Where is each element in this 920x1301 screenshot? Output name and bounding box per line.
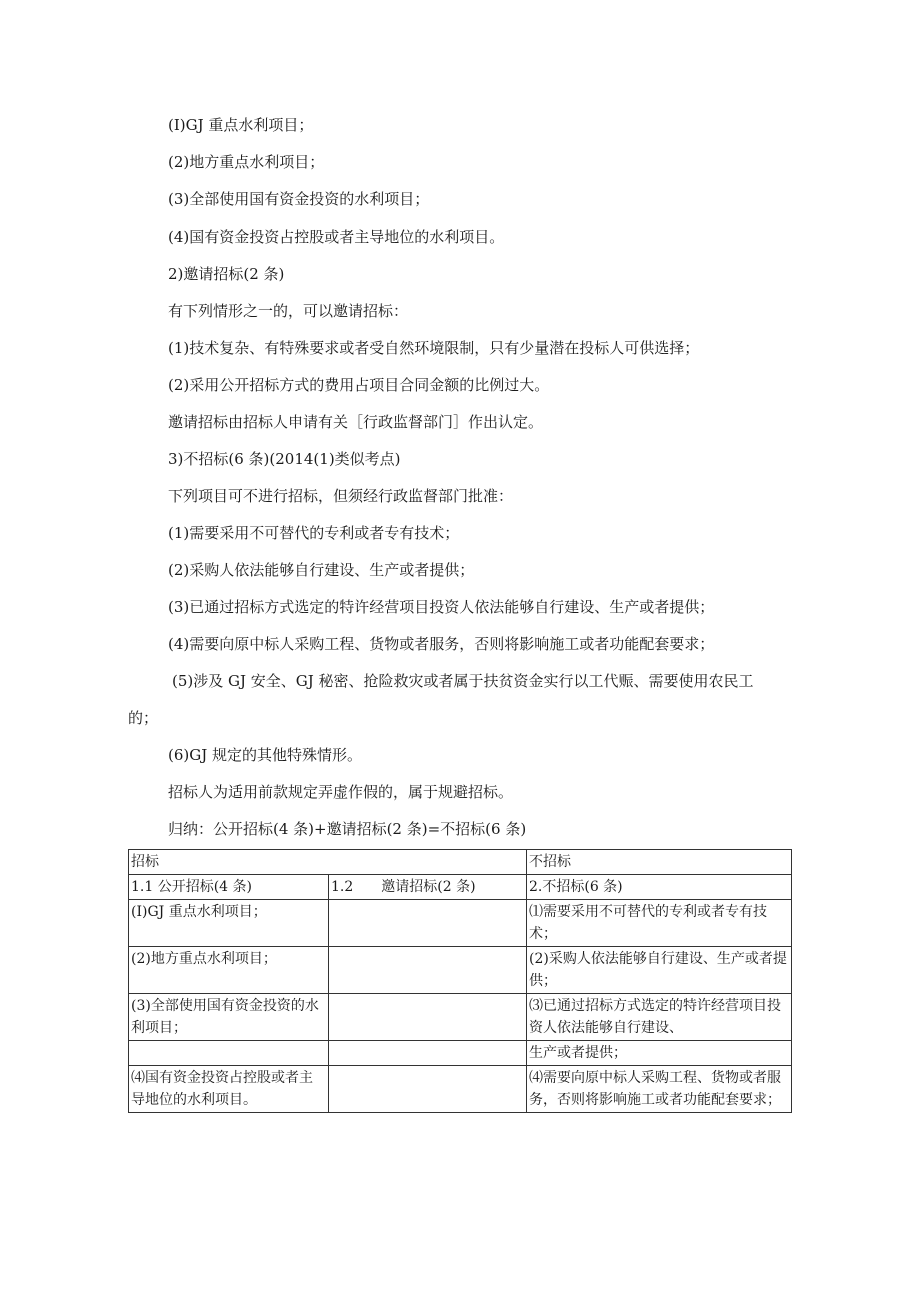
- table-cell: [329, 947, 527, 994]
- table-header-cell: 1.1 公开招标(4 条): [129, 875, 329, 900]
- table-cell: ⑷需要向原中标人采购工程、货物或者服务，否则将影响施工或者功能配套要求；: [527, 1066, 792, 1113]
- table-row: [129, 1041, 792, 1066]
- paragraph-line: 邀请招标由招标人申请有关［行政监督部门］作出认定。: [168, 413, 544, 431]
- table-header-cell: 2.不招标(6 条): [527, 875, 792, 900]
- table-cell: ⑴需要采用不可替代的专利或者专有技术；: [527, 900, 792, 947]
- item-line: (2)地方重点水利项目；: [168, 153, 325, 171]
- item-line-continuation: 的；: [128, 709, 159, 727]
- comparison-table: [128, 849, 792, 1113]
- table-row: [129, 947, 792, 994]
- paragraph-line: 招标人为适用前款规定弄虚作假的，属于规避招标。: [168, 783, 514, 801]
- table-row: [129, 900, 792, 947]
- item-line: (2)采购人依法能够自行建设、生产或者提供；: [168, 561, 475, 579]
- item-line: (4)需要向原中标人采购工程、货物或者服务，否则将影响施工或者功能配套要求；: [168, 635, 715, 653]
- table-cell: [129, 1041, 329, 1066]
- table-subheader-row: [129, 875, 792, 900]
- table-cell: (2)地方重点水利项目；: [129, 947, 329, 994]
- item-line: (1)技术复杂、有特殊要求或者受自然环境限制，只有少量潜在投标人可供选择；: [168, 339, 700, 357]
- table-cell: ⑷国有资金投资占控股或者主导地位的水利项目。: [129, 1066, 329, 1113]
- table-cell: (2)采购人依法能够自行建设、生产或者提供；: [527, 947, 792, 994]
- item-line: (4)国有资金投资占控股或者主导地位的水利项目。: [168, 228, 505, 246]
- table-cell: [329, 994, 527, 1041]
- table-row: [129, 1066, 792, 1113]
- table-cell: [329, 900, 527, 947]
- item-line: (3)全部使用国有资金投资的水利项目；: [168, 190, 430, 208]
- table-header-row: [129, 850, 792, 875]
- table-cell: [329, 1041, 527, 1066]
- item-line: (1)需要采用不可替代的专利或者专有技术；: [168, 524, 460, 542]
- section-heading: 3)不招标(6 条)(2014(1)类似考点): [168, 450, 401, 468]
- item-line: (3)已通过招标方式选定的特许经营项目投资人依法能够自行建设、生产或者提供；: [168, 598, 715, 616]
- table-cell: (I)GJ 重点水利项目；: [129, 900, 329, 947]
- table-cell: ⑶已通过招标方式选定的特许经营项目投资人依法能够自行建设、: [527, 994, 792, 1041]
- summary-line: 归纳：公开招标(4 条)+邀请招标(2 条)=不招标(6 条): [168, 820, 527, 838]
- table-header-cell: 招标: [129, 850, 527, 875]
- table-cell: [329, 1066, 527, 1113]
- item-line: (5)涉及 GJ 安全、GJ 秘密、抢险救灾或者属于扶贫资金实行以工代赈、需要使用农民工: [172, 672, 754, 690]
- paragraph-line: 下列项目可不进行招标，但须经行政监督部门批准：: [168, 487, 514, 505]
- table-header-cell: 1.2 邀请招标(2 条): [329, 875, 527, 900]
- section-heading: 2)邀请招标(2 条): [168, 265, 285, 283]
- item-line: (2)采用公开招标方式的费用占项目合同金额的比例过大。: [168, 376, 550, 394]
- item-line: (I)GJ 重点水利项目；: [168, 116, 314, 134]
- paragraph-line: 有下列情形之一的，可以邀请招标：: [168, 302, 409, 320]
- table-cell: (3)全部使用国有资金投资的水利项目；: [129, 994, 329, 1041]
- table-row: [129, 994, 792, 1041]
- item-line: (6)GJ 规定的其他特殊情形。: [168, 746, 363, 764]
- table-cell: 生产或者提供；: [527, 1041, 792, 1066]
- table-header-cell: 不招标: [527, 850, 792, 875]
